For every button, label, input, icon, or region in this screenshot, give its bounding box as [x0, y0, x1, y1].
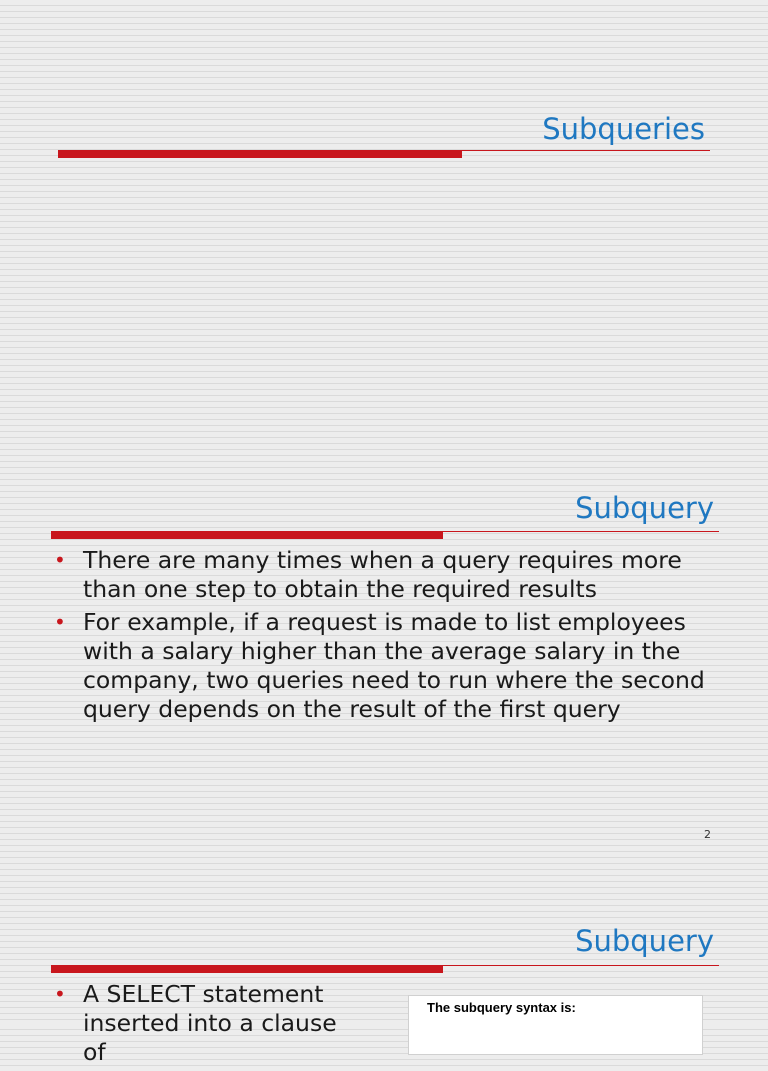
- slide-1: [0, 0, 768, 340]
- bullet-item: [52, 546, 720, 604]
- slide-3: [0, 850, 768, 1066]
- bullet-icon: •: [54, 548, 66, 572]
- slide-title: Subquery: [575, 491, 714, 525]
- syntax-box-label: The subquery syntax is:: [427, 1000, 576, 1015]
- title-accent-bar: [51, 965, 443, 973]
- bullet-list: [52, 546, 720, 728]
- bullet-icon: •: [54, 982, 66, 1006]
- bullet-text: A SELECT statement inserted into a clause of: [83, 980, 337, 1066]
- title-accent-bar: [51, 531, 443, 539]
- slide-title: Subqueries: [542, 112, 705, 146]
- page-number: 2: [704, 828, 711, 841]
- bullet-text: There are many times when a query requires more than one step to obtain the required results: [83, 546, 682, 603]
- slide-title: Subquery: [575, 924, 714, 958]
- bullet-item: [52, 608, 720, 724]
- slide-2: [0, 340, 768, 850]
- bullet-item: [52, 980, 352, 1067]
- title-accent-bar: [58, 150, 462, 158]
- bullet-text: For example, if a request is made to list employees with a salary higher than the average salary in the company, two queries need to run where the second query depends on the result of the first query: [83, 608, 705, 723]
- syntax-box: [408, 995, 703, 1055]
- bullet-icon: •: [54, 610, 66, 634]
- bullet-list: [52, 980, 352, 1071]
